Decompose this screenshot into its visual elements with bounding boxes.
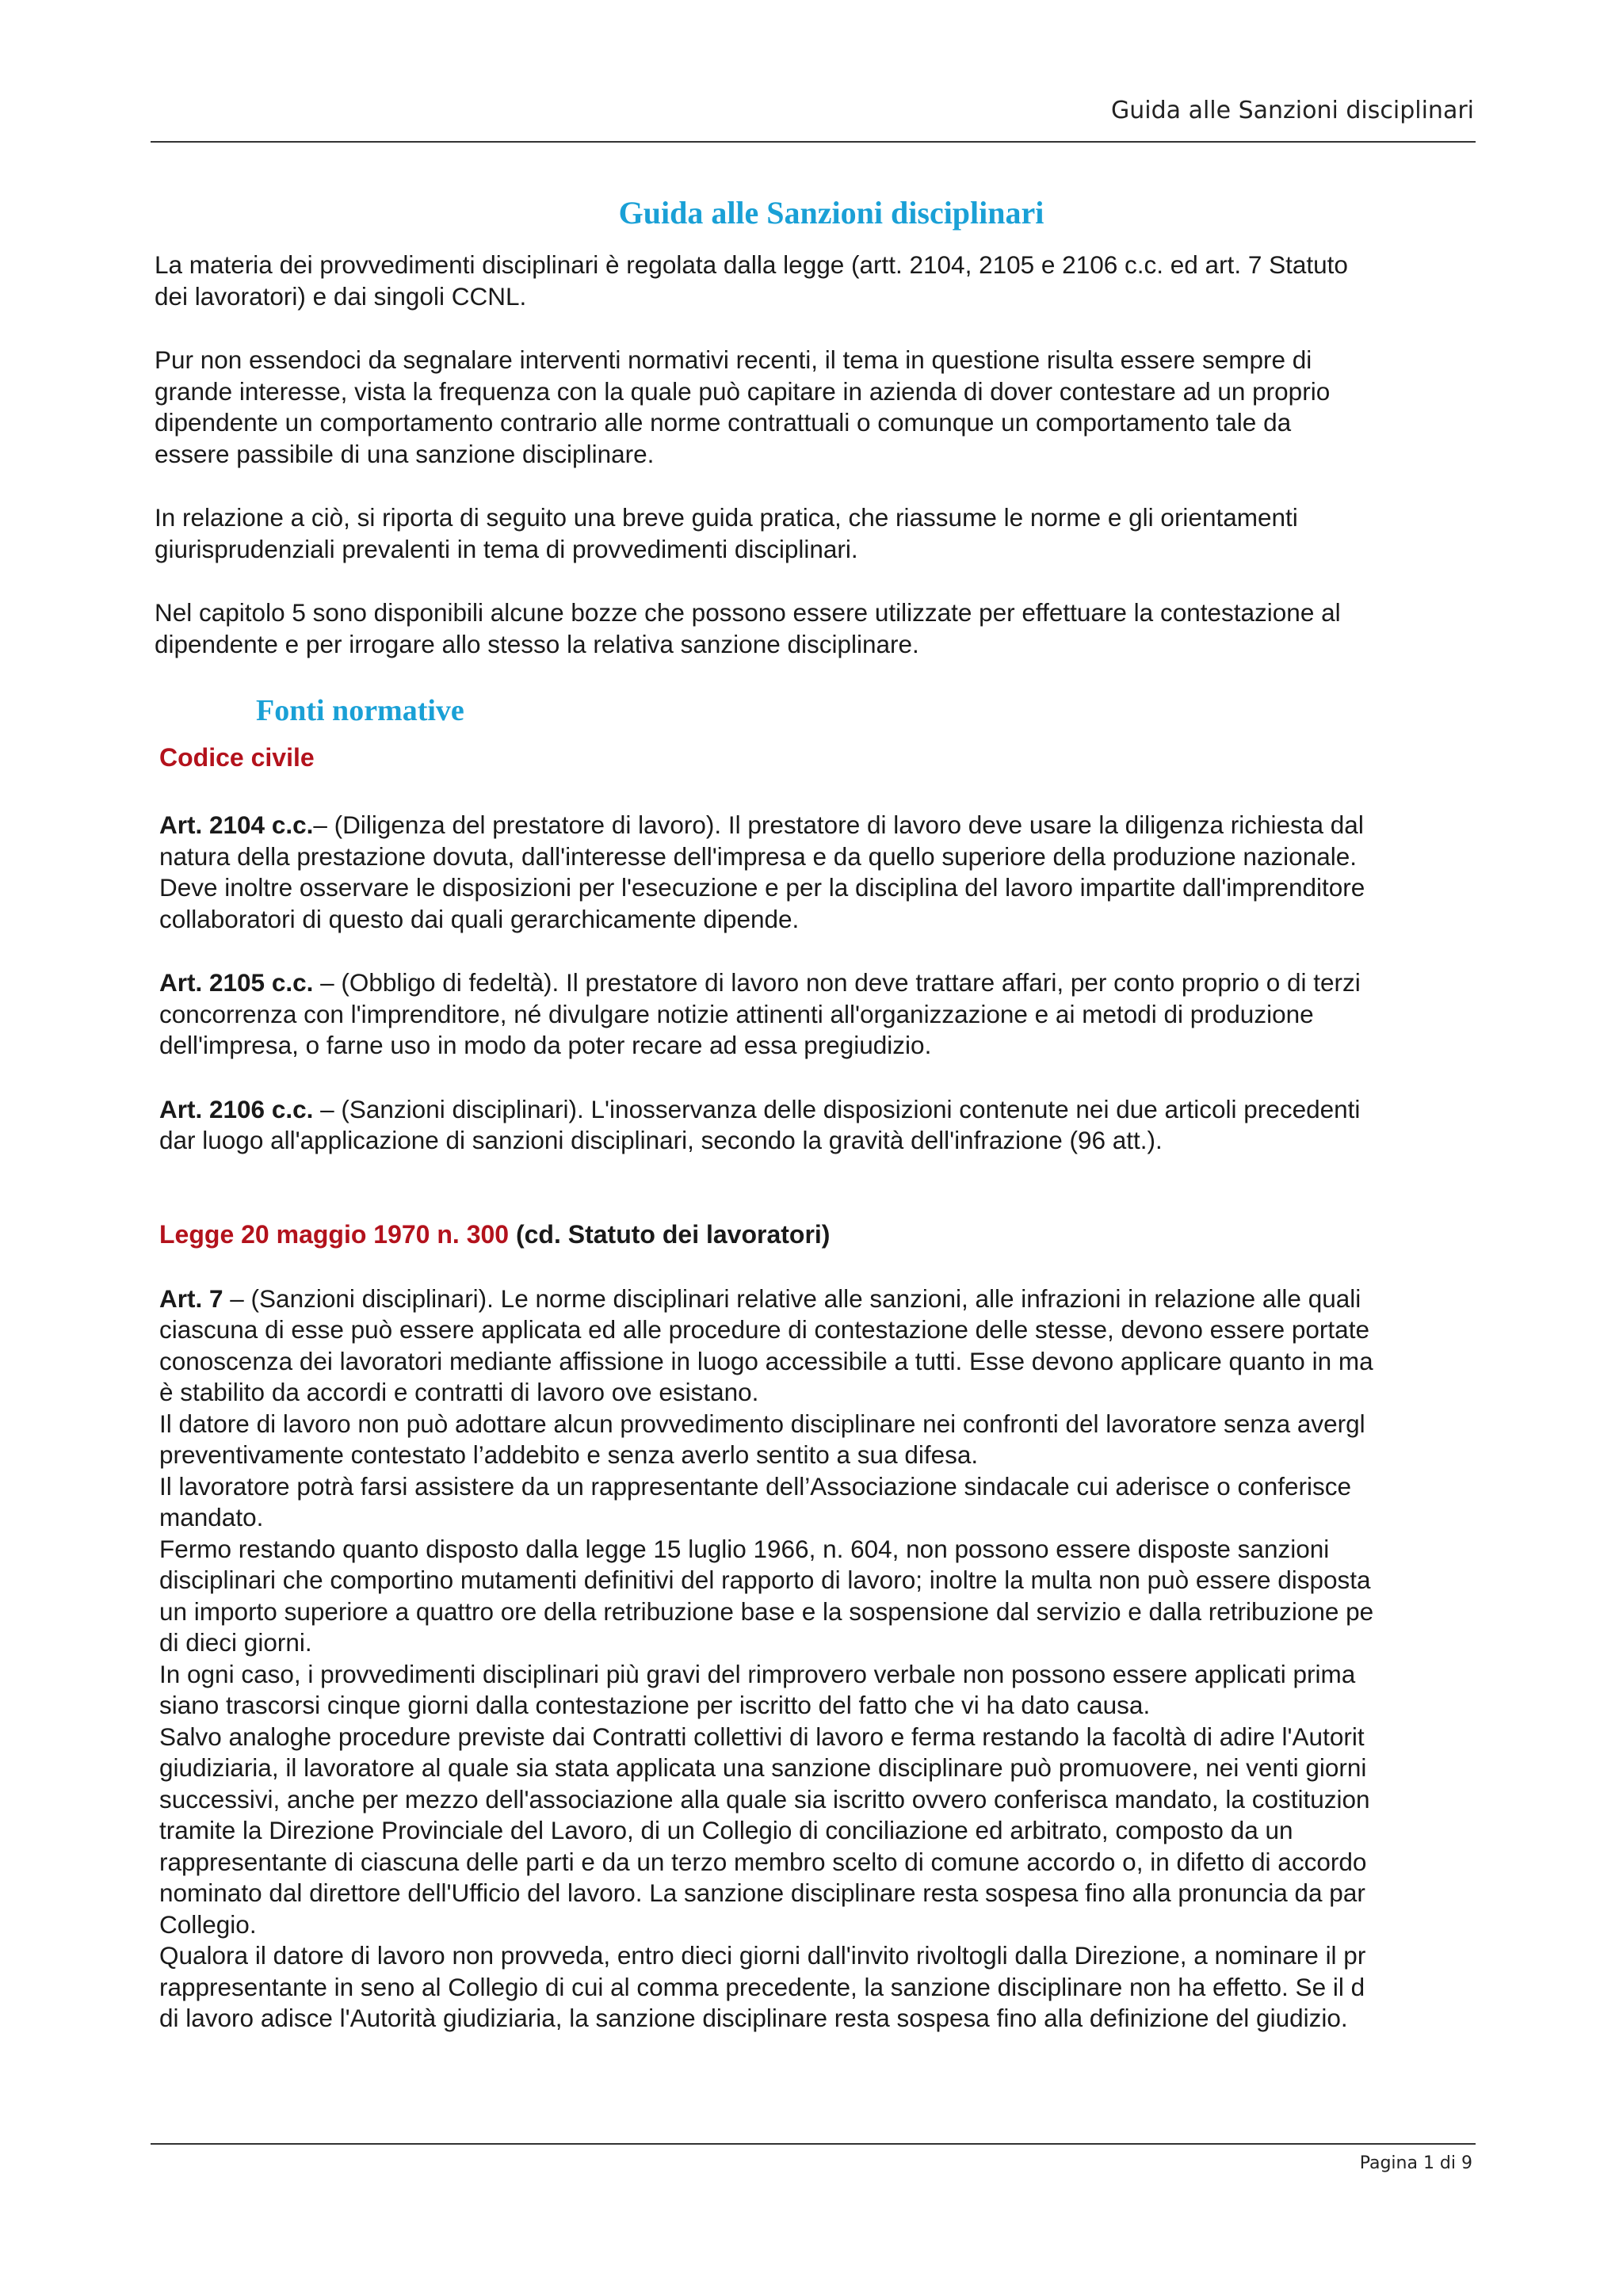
text-line: natura della prestazione dovuta, dall'interesse dell'impresa e da quello superiore della produzione nazionale.: [159, 841, 1358, 871]
intro-paragraph: [155, 597, 1470, 660]
article-text: – (Sanzioni disciplinari). Le norme disciplinari relative alle sanzioni, alle infrazioni in relazione alle quali: [223, 1283, 1361, 1313]
subsection-heading: Codice civile: [159, 743, 315, 772]
text-line: Fermo restando quanto disposto dalla legge 15 luglio 1966, n. 604, non possono essere disposte sanzioni: [159, 1534, 1330, 1563]
text-line: di lavoro adisce l'Autorità giudiziaria, la sanzione disciplinare resta sospesa fino alla definizione del giudizio.: [159, 2004, 1348, 2032]
intro-section: [155, 250, 1476, 660]
text-line: disciplinari che comportino mutamenti definitivi del rapporto di lavoro; inoltre la multa non può essere disposta: [159, 1566, 1371, 1594]
intro-paragraph: [155, 345, 1470, 470]
intro-paragraph: [155, 250, 1470, 312]
article-label: Art. 2106 c.c.: [159, 1094, 314, 1123]
text-line: preventivamente contestato l’addebito e senza averlo sentito a sua difesa.: [159, 1440, 979, 1469]
article-2104: [159, 810, 1476, 935]
text-line: Salvo analoghe procedure previste dai Contratti collettivi di lavoro e ferma restando la facoltà di adire l'Autorit: [159, 1722, 1365, 1751]
section-heading: Fonti normative: [256, 694, 464, 727]
text-line: Il datore di lavoro non può adottare alcun provvedimento disciplinare nei confronti del lavoratore senza avergl: [159, 1409, 1365, 1438]
text-line: Qualora il datore di lavoro non provveda, entro dieci giorni dall'invito rivoltogli dalla Direzione, a nominare il pr: [159, 1941, 1366, 1970]
text-line: collaboratori di questo dai quali gerarchicamente dipende.: [159, 904, 800, 933]
text-line: conoscenza dei lavoratori mediante affissione in luogo accessibile a tutti. Esse devono applicare quanto in ma: [159, 1346, 1373, 1375]
text-line: Il lavoratore potrà farsi assistere da un rappresentante dell’Associazione sindacale cui aderisce o conferisce: [159, 1471, 1352, 1501]
article-text: – (Obbligo di fedeltà). Il prestatore di lavoro non deve trattare affari, per conto proprio o di terzi: [313, 968, 1361, 997]
text-line: rappresentante in seno al Collegio di cui al comma precedente, la sanzione disciplinare non ha effetto. Se il d: [159, 1972, 1365, 2001]
text-line: [159, 1283, 1476, 1315]
law-reference: Legge 20 maggio 1970 n. 300: [159, 1219, 510, 1249]
text-line: La materia dei provvedimenti disciplinari è regolata dalla legge (artt. 2104, 2105 e 2106 c.c. ed art. 7 Statuto: [155, 250, 1348, 279]
law-subtitle: (cd. Statuto dei lavoratori): [509, 1219, 831, 1249]
article-7: [159, 1283, 1476, 2035]
page-content: [155, 194, 1476, 2067]
text-line: ciascuna di esse può essere applicata ed alle procedure di contestazione delle stesse, devono essere portate: [159, 1315, 1369, 1344]
text-line: [159, 1094, 1476, 1126]
running-header: Guida alle Sanzioni disciplinari: [1111, 97, 1474, 124]
text-line: dar luogo all'applicazione di sanzioni disciplinari, secondo la gravità dell'infrazione (96 att.).: [159, 1126, 1163, 1154]
text-line: Deve inoltre osservare le disposizioni per l'esecuzione e per la disciplina del lavoro impartite dall'imprenditore: [159, 873, 1365, 902]
article-text: – (Sanzioni disciplinari). L'inosservanza delle disposizioni contenute nei due articoli precedenti: [313, 1094, 1361, 1123]
text-line: nominato dal direttore dell'Ufficio del lavoro. La sanzione disciplinare resta sospesa fino alla pronuncia da par: [159, 1878, 1365, 1907]
text-line: dei lavoratori) e dai singoli CCNL.: [155, 281, 527, 311]
text-line: rappresentante di ciascuna delle parti e da un terzo membro scelto di comune accordo o, in difetto di accordo: [159, 1847, 1367, 1876]
text-line: In ogni caso, i provvedimenti disciplinari più gravi del rimprovero verbale non possono essere applicati prima: [159, 1659, 1356, 1688]
text-line: tramite la Direzione Provinciale del Lavoro, di un Collegio di conciliazione ed arbitrato, composto da un: [159, 1816, 1293, 1844]
law-heading: [159, 1219, 1476, 1250]
article-text: – (Diligenza del prestatore di lavoro). Il prestatore di lavoro deve usare la diligenza richiesta dal: [313, 810, 1364, 839]
footer-divider: [151, 2143, 1476, 2145]
text-line: giudiziaria, il lavoratore al quale sia stata applicata una sanzione disciplinare può promuovere, nei venti giorni: [159, 1753, 1367, 1782]
text-line: concorrenza con l'imprenditore, né divulgare notizie attinenti all'organizzazione e ai metodi di produzione: [159, 999, 1314, 1028]
text-line: successivi, anche per mezzo dell'associazione alla quale sia iscritto ovvero conferisca mandato, la costituzion: [159, 1784, 1370, 1814]
text-line: dipendente e per irrogare allo stesso la relativa sanzione disciplinare.: [155, 629, 919, 658]
sources-block: [155, 742, 1476, 2035]
text-line: di dieci giorni.: [159, 1628, 312, 1657]
text-line: Pur non essendoci da segnalare interventi normativi recenti, il tema in questione risulta essere sempre di: [155, 345, 1312, 374]
text-line: grande interesse, vista la frequenza con la quale può capitare in azienda di dover contestare ad un proprio: [155, 376, 1331, 406]
article-label: Art. 2104 c.c.: [159, 810, 314, 839]
article-label: Art. 2105 c.c.: [159, 968, 314, 997]
text-line: Nel capitolo 5 sono disponibili alcune bozze che possono essere utilizzate per effettuare la contestazione al: [155, 598, 1341, 627]
header-divider: [151, 141, 1476, 143]
text-line: dipendente un comportamento contrario alle norme contrattuali o comunque un comportamento tale da: [155, 408, 1292, 437]
text-line: essere passibile di una sanzione disciplinare.: [155, 439, 655, 468]
text-line: [159, 810, 1476, 841]
article-2105: [159, 967, 1476, 1062]
text-line: giurisprudenziali prevalenti in tema di provvedimenti disciplinari.: [155, 534, 858, 563]
text-line: siano trascorsi cinque giorni dalla contestazione per iscritto del fatto che vi ha dato causa.: [159, 1691, 1151, 1719]
document-title: Guida alle Sanzioni disciplinari: [618, 195, 1044, 231]
text-line: In relazione a ciò, si riporta di seguito una breve guida pratica, che riassume le norme e gli orientamenti: [155, 503, 1298, 532]
article-label: Art. 7: [159, 1283, 223, 1313]
text-line: Collegio.: [159, 1909, 257, 1939]
article-2106: [159, 1094, 1476, 1157]
intro-paragraph: [155, 502, 1470, 565]
text-line: un importo superiore a quattro ore della retribuzione base e la sospensione dal servizio e dalla retribuzione pe: [159, 1596, 1374, 1626]
page-number: Pagina 1 di 9: [1359, 2153, 1472, 2173]
text-line: [159, 967, 1476, 999]
text-line: è stabilito da accordi e contratti di lavoro ove esistano.: [159, 1378, 759, 1406]
text-line: dell'impresa, o farne uso in modo da poter recare ad essa pregiudizio.: [159, 1031, 932, 1059]
text-line: mandato.: [159, 1503, 264, 1531]
